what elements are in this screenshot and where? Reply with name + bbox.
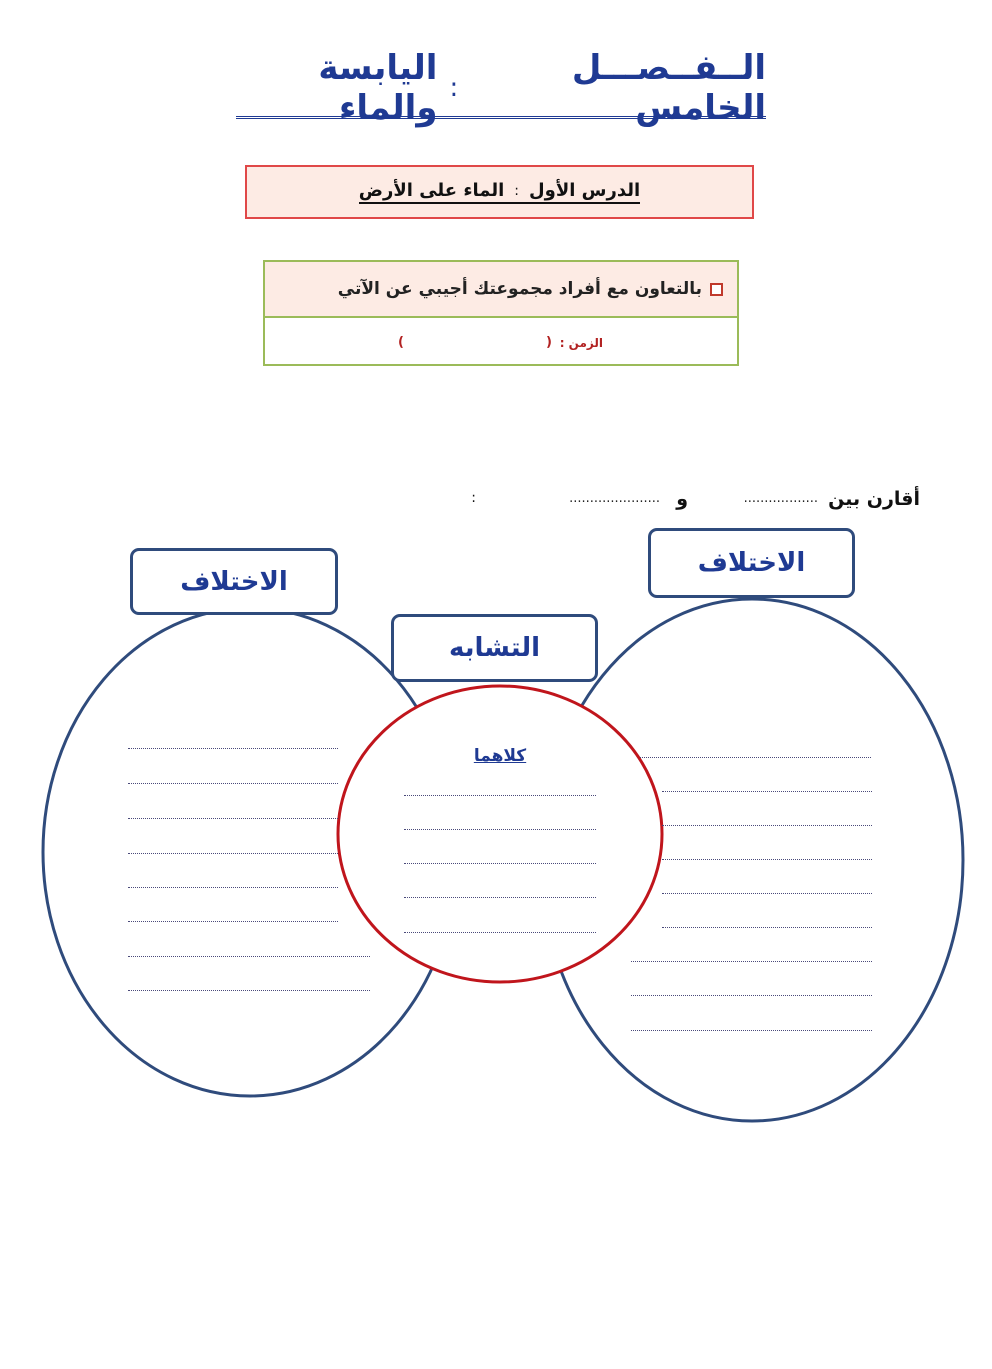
task-instruction: بالتعاون مع أفراد مجموعتك أجيبي عن الآتي — [337, 279, 702, 299]
left-answer-line[interactable] — [128, 990, 370, 991]
center-circle — [338, 686, 662, 982]
right-answer-line[interactable] — [631, 995, 872, 996]
right-answer-line[interactable] — [662, 927, 872, 928]
title-separator: : — [449, 73, 459, 103]
chapter-title: الــفــصـــل الخامس — [571, 48, 766, 128]
left-answer-line[interactable] — [128, 853, 338, 854]
chapter-topic: اليابسة والماء — [318, 48, 438, 128]
left-answer-line[interactable] — [128, 887, 338, 888]
left-difference-text: الاختلاف — [180, 566, 288, 597]
comparison-blank-a[interactable]: .................. — [743, 491, 818, 506]
similarity-text: التشابه — [448, 633, 541, 663]
time-label: الزمن : — [559, 336, 603, 350]
lesson-title: الماء على الأرض — [358, 180, 505, 201]
lesson-label: الدرس الأول — [529, 180, 641, 201]
similarity-label — [391, 614, 598, 682]
time-paren-close[interactable]: ) — [398, 335, 404, 350]
center-answer-line[interactable] — [404, 863, 596, 864]
comparison-colon: : — [471, 490, 476, 506]
left-answer-line[interactable] — [128, 748, 338, 749]
left-answer-line[interactable] — [128, 818, 338, 819]
right-answer-line[interactable] — [662, 893, 872, 894]
center-answer-line[interactable] — [404, 932, 596, 933]
center-answer-line[interactable] — [404, 795, 596, 796]
right-answer-line[interactable] — [640, 757, 871, 758]
left-answer-line[interactable] — [128, 921, 338, 922]
right-answer-line[interactable] — [631, 1030, 872, 1031]
comparison-conjunction: و — [676, 488, 688, 510]
right-difference-text: الاختلاف — [697, 548, 806, 578]
comparison-prefix: أقارن بين — [828, 488, 920, 510]
time-paren-open: ( — [546, 335, 552, 350]
left-answer-line[interactable] — [128, 783, 338, 784]
both-label: كلاهما — [473, 746, 527, 766]
right-answer-line[interactable] — [631, 961, 872, 962]
comparison-blank-b[interactable]: ...................... — [569, 491, 660, 506]
right-answer-line[interactable] — [662, 791, 872, 792]
center-answer-line[interactable] — [404, 897, 596, 898]
left-difference-label — [130, 548, 338, 615]
right-difference-label — [648, 528, 855, 598]
right-answer-line[interactable] — [662, 825, 872, 826]
center-answer-line[interactable] — [404, 829, 596, 830]
right-answer-line[interactable] — [662, 859, 872, 860]
left-answer-line[interactable] — [128, 956, 370, 957]
lesson-separator: : — [514, 182, 520, 199]
